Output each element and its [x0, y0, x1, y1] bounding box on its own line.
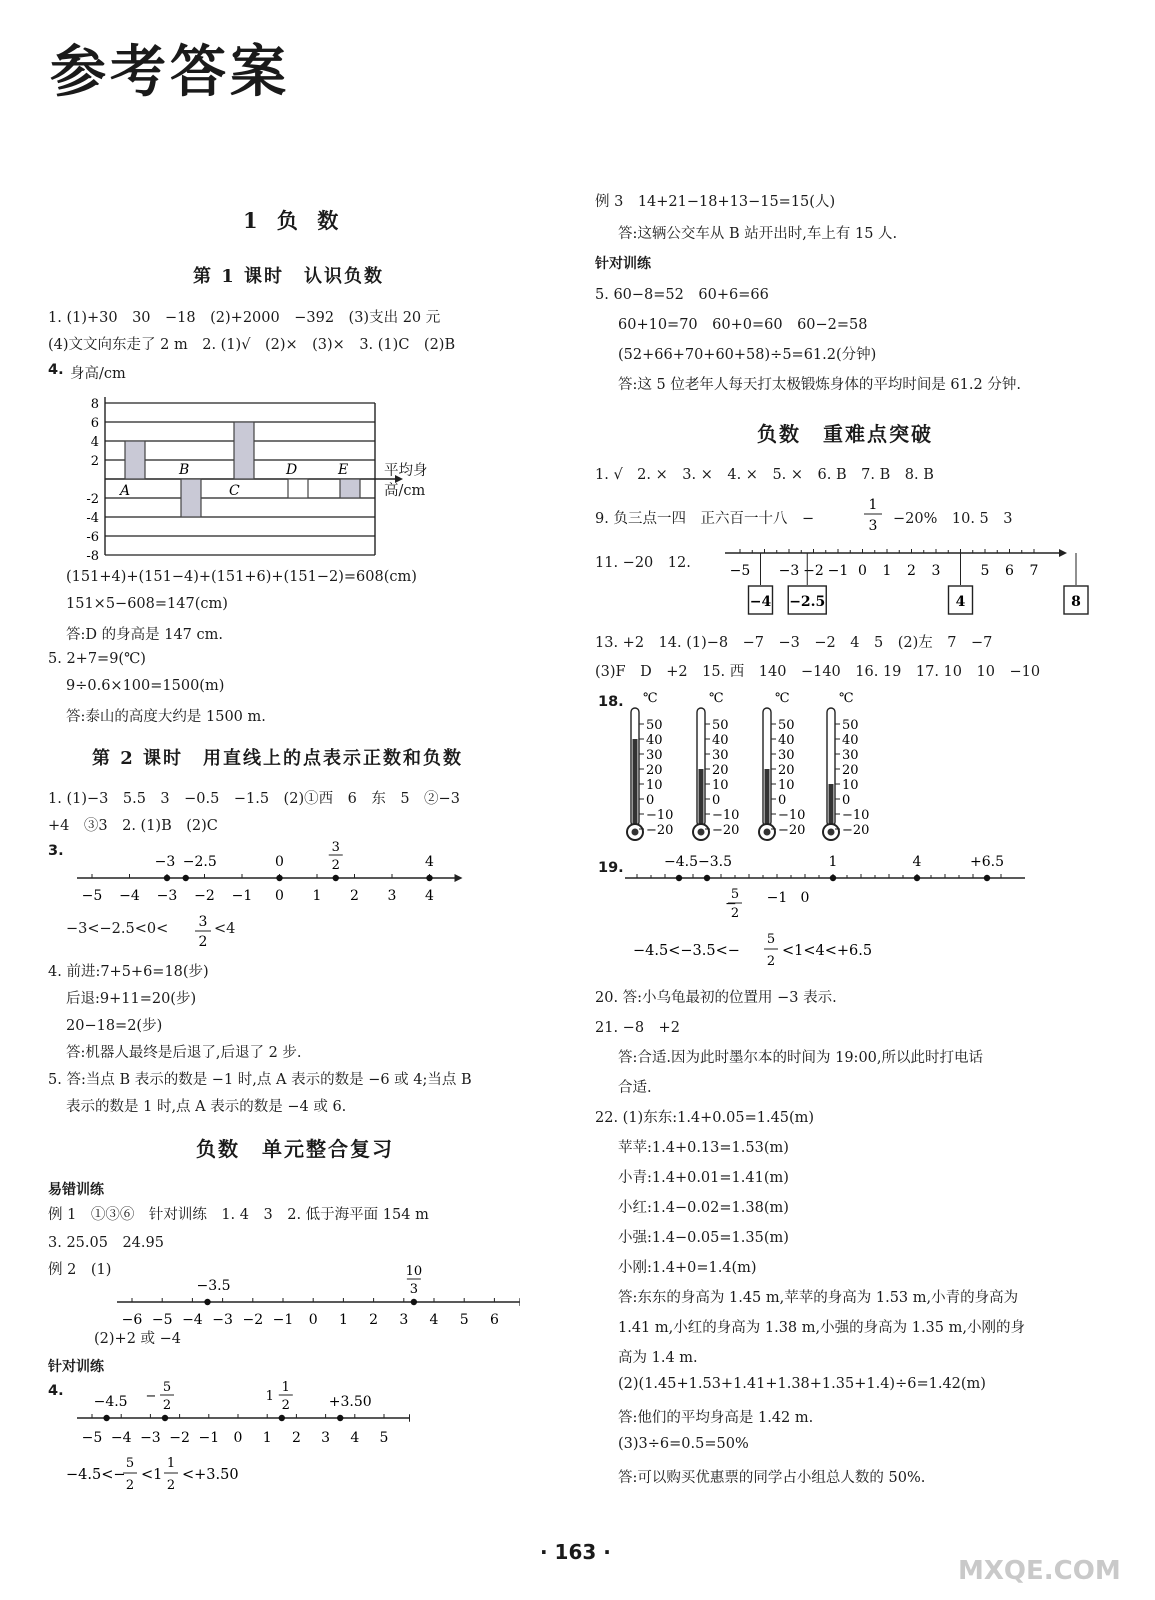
tick-label: −5: [151, 1312, 173, 1328]
fraction-denominator: 3: [409, 1282, 419, 1297]
tick-label: 0: [646, 793, 655, 808]
fraction-numerator: 1: [281, 1380, 290, 1395]
tick-label: −10: [842, 808, 870, 823]
tick-label: 20: [842, 763, 859, 778]
number-line-t4: [60, 1375, 410, 1455]
point: [162, 1415, 168, 1421]
section-heading: 负数 重难点突破: [757, 422, 933, 446]
tick-label: −6: [121, 1312, 143, 1328]
tick-label: 2: [907, 563, 916, 579]
tick-label: 2: [369, 1312, 379, 1328]
tick-label: 30: [842, 748, 859, 763]
fraction-denominator: 2: [331, 858, 340, 873]
fraction-denominator: 2: [730, 906, 740, 921]
inequality-part: <+3.50: [182, 1467, 239, 1483]
tick-label: 40: [712, 733, 729, 748]
tick-label: 10: [712, 778, 729, 793]
answer-line: 5. 2+7=9(℃): [48, 651, 146, 667]
point: [204, 1299, 210, 1305]
tick-label: 10: [778, 778, 795, 793]
bar-E: [340, 479, 360, 498]
answer-line: 13. +2 14. (1)−8 −7 −3 −2 4 5 (2)左 7 −7: [595, 635, 993, 651]
answer-line: (2)(1.45+1.53+1.41+1.38+1.35+1.4)÷6=1.42(m): [618, 1376, 986, 1392]
thermometers: [615, 688, 885, 848]
tick-label: -4: [86, 511, 99, 526]
tick-label: 50: [842, 718, 859, 733]
tick-label: 1: [312, 888, 322, 904]
point: [411, 1299, 417, 1305]
tick-label: 1: [882, 563, 892, 579]
unit-label: ℃: [839, 691, 854, 706]
inequality-part: −4.5<−3.5<−: [633, 943, 740, 959]
tick-label: 3: [387, 888, 397, 904]
chart-x-label: 平均身: [384, 463, 428, 479]
answer-line: 小强:1.4−0.05=1.35(m): [618, 1230, 789, 1246]
point-label: −4.5: [93, 1394, 128, 1410]
page-number: · 163 ·: [540, 1540, 611, 1564]
tick-label: 2: [291, 1430, 301, 1446]
bar-D: [288, 479, 308, 498]
tick-label: -8: [86, 549, 99, 564]
answer-line: 60+10=70 60+0=60 60−2=58: [618, 317, 868, 333]
tick-label: 50: [778, 718, 795, 733]
tick-label: 0: [858, 563, 867, 579]
tick-label: −10: [646, 808, 674, 823]
tick-label: 6: [1005, 563, 1014, 579]
number-line-ex2: [100, 1250, 520, 1330]
tick-label: 20: [712, 763, 729, 778]
tick-label: −20: [646, 823, 674, 838]
answer-line: 1. (1)+30 30 −18 (2)+2000 −392 (3)支出 20 元: [48, 310, 441, 326]
fraction-numerator: 5: [730, 887, 740, 902]
axis-arrow: [1059, 549, 1067, 557]
thermometer-fill: [633, 739, 638, 826]
tick-label: 4: [429, 1312, 439, 1328]
chart-y-label: 身高/cm: [70, 366, 126, 382]
tick-label: 4: [350, 1430, 360, 1446]
axis-arrow: [519, 1298, 520, 1306]
point-label: 0: [275, 854, 284, 870]
thermometer-fill: [765, 769, 770, 826]
answer-line: (4)文文向东走了 2 m 2. (1)√ (2)× (3)× 3. (1)C (2)B: [48, 337, 456, 353]
answer-line: 合适.: [618, 1080, 652, 1096]
bar-label: E: [338, 462, 349, 478]
point-label: 1: [828, 854, 838, 870]
question-number: 3.: [48, 843, 64, 859]
box-label: 4: [955, 594, 966, 610]
answer-line: 9. 负三点一四 正六百一十八 −: [595, 511, 815, 527]
bar-B: [181, 479, 201, 517]
thermometer-fill: [829, 784, 834, 826]
tick-label: −1: [231, 888, 253, 904]
point-label: 0: [800, 890, 810, 906]
answer-line: 5. 答:当点 B 表示的数是 −1 时,点 A 表示的数是 −6 或 4;当点 B: [48, 1072, 472, 1088]
answer-line: 例 2 (1): [48, 1262, 112, 1278]
tick-label: −1: [198, 1430, 220, 1446]
tick-label: 1: [338, 1312, 348, 1328]
tick-label: −10: [778, 808, 806, 823]
question-number: 19.: [598, 860, 624, 876]
answer-line: 小红:1.4−0.02=1.38(m): [618, 1200, 789, 1216]
point: [103, 1415, 109, 1421]
svg-text:3: 3: [198, 914, 208, 930]
point-label: 4: [425, 854, 434, 870]
point-label: −4.5: [664, 854, 698, 870]
tick-label: 20: [646, 763, 663, 778]
answer-line: 4. 前进:7+5+6=18(步): [48, 964, 209, 980]
answer-line: −20% 10. 5 3: [893, 511, 1013, 527]
tick-label: 20: [778, 763, 795, 778]
answer-line: 答:D 的身高是 147 cm.: [66, 627, 223, 643]
tick-label: 0: [233, 1430, 243, 1446]
tick-label: 8: [90, 397, 99, 412]
tick-label: −3: [140, 1430, 161, 1446]
fraction-1-3: [861, 494, 885, 536]
tick-label: −4: [110, 1430, 132, 1446]
fraction-numerator: 5: [125, 1456, 135, 1471]
tick-label: 2: [350, 888, 359, 904]
answer-line: (52+66+70+60+58)÷5=61.2(分钟): [618, 347, 877, 363]
answer-line: 答:这 5 位老年人每天打太极锻炼身体的平均时间是 61.2 分钟.: [618, 377, 1021, 393]
inequality-text: −3<−2.5<0<: [66, 921, 169, 937]
box-label: 8: [1071, 594, 1081, 610]
tick-label: 7: [1029, 563, 1039, 579]
fraction-numerator: 5: [162, 1380, 172, 1395]
point: [984, 875, 990, 881]
point-label: +3.50: [328, 1394, 372, 1410]
box-label: −2.5: [789, 594, 826, 610]
tick-label: −10: [712, 808, 740, 823]
tick-label: 0: [275, 888, 284, 904]
inequality-part: <1: [141, 1467, 163, 1483]
tick-label: 50: [712, 718, 729, 733]
tick-label: 50: [646, 718, 663, 733]
fraction-prefix: −: [145, 1389, 157, 1404]
tick-label: 40: [842, 733, 859, 748]
point-label: +6.5: [970, 854, 1004, 870]
unit-label: ℃: [775, 691, 790, 706]
tick-label: 30: [712, 748, 729, 763]
tick-label: 40: [646, 733, 663, 748]
bar-A: [125, 441, 145, 479]
tick-label: −1: [272, 1312, 294, 1328]
fraction-3-2: [193, 910, 213, 952]
fraction-denominator: 2: [166, 1478, 176, 1493]
answer-line: (151+4)+(151−4)+(151+6)+(151−2)=608(cm): [66, 569, 417, 585]
thermometer-bulb-fill: [828, 829, 835, 836]
answer-line: 小刚:1.4+0=1.4(m): [618, 1260, 757, 1276]
unit-label: ℃: [709, 691, 724, 706]
fraction-denominator: 2: [766, 954, 776, 969]
tick-label: 0: [308, 1312, 318, 1328]
bar-C: [234, 422, 254, 479]
answer-line: (3)F D +2 15. 西 140 −140 16. 19 17. 10 10 −10: [595, 664, 1041, 680]
question-number: 4.: [48, 1383, 64, 1399]
thermometer-bulb-fill: [764, 829, 771, 836]
svg-text:3: 3: [868, 518, 878, 534]
inequality-t4: [66, 1452, 306, 1498]
tick-label: 5: [459, 1312, 469, 1328]
question-number: 18.: [598, 694, 624, 710]
tick-label: 0: [778, 793, 787, 808]
fraction-numerator: 10: [405, 1264, 423, 1279]
answer-line: 20. 答:小乌龟最初的位置用 −3 表示.: [595, 990, 837, 1006]
answer-line: 11. −20 12.: [595, 555, 691, 571]
tick-label: −20: [778, 823, 806, 838]
bar-label: D: [286, 462, 298, 478]
tick-label: 30: [646, 748, 663, 763]
tick-label: 2: [90, 454, 99, 469]
point: [914, 875, 920, 881]
tick-label: −2: [194, 888, 215, 904]
box-label: −4: [749, 594, 772, 610]
chart-x-label: 高/cm: [384, 483, 426, 499]
answer-line: 小青:1.4+0.01=1.41(m): [618, 1170, 789, 1186]
subheading: 针对训练: [595, 256, 651, 272]
point-label: −1: [766, 890, 788, 906]
answer-line: 苹苹:1.4+0.13=1.53(m): [618, 1140, 789, 1156]
point: [676, 875, 682, 881]
answer-line: 1.41 m,小红的身高为 1.38 m,小强的身高为 1.35 m,小刚的身: [618, 1320, 1025, 1336]
tick-label: −4: [182, 1312, 203, 1328]
tick-label: 6: [90, 416, 99, 431]
tick-label: −2: [169, 1430, 190, 1446]
fraction-denominator: 2: [162, 1398, 172, 1413]
answer-line: 例 1 ①③⑥ 针对训练 1. 4 3 2. 低于海平面 154 m: [48, 1207, 429, 1223]
point: [276, 875, 282, 881]
svg-text:1: 1: [868, 497, 878, 513]
axis-arrow: [409, 1414, 410, 1422]
answer-line: 答:他们的平均身高是 1.42 m.: [618, 1410, 814, 1426]
number-line-q12: [700, 540, 1110, 625]
answer-line: 20−18=2(步): [66, 1018, 163, 1034]
tick-label: 10: [842, 778, 859, 793]
answer-line: 答:东东的身高为 1.45 m,苹苹的身高为 1.53 m,小青的身高为: [618, 1290, 1019, 1306]
inequality-q19: [633, 928, 913, 974]
subheading: 针对训练: [48, 1359, 104, 1375]
tick-label: −3: [156, 888, 178, 904]
point-label: −3.5: [698, 854, 732, 870]
tick-label: −2: [242, 1312, 264, 1328]
fraction-numerator: 3: [331, 840, 340, 855]
tick-label: 0: [842, 793, 851, 808]
answer-line: 3. 25.05 24.95: [48, 1235, 164, 1251]
tick-label: 4: [90, 435, 99, 450]
point-label: 4: [912, 854, 922, 870]
fraction-numerator: 5: [766, 932, 776, 947]
point-label: −3: [154, 854, 176, 870]
point: [830, 875, 836, 881]
point-label: −2.5: [182, 854, 217, 870]
number-line-q3: [60, 840, 470, 910]
point-label: −3.5: [196, 1278, 231, 1294]
bar-label: C: [229, 483, 240, 499]
axis-arrow: [455, 874, 463, 882]
inequality: [66, 921, 168, 937]
bar-label: B: [179, 462, 190, 478]
tick-label: 6: [489, 1312, 499, 1328]
tick-label: −4: [119, 888, 140, 904]
thermometer-fill: [699, 769, 704, 826]
answer-line: (3)3÷6=0.5=50%: [618, 1436, 749, 1452]
point: [704, 875, 710, 881]
answer-line: 答:泰山的高度大约是 1500 m.: [66, 709, 266, 725]
answer-line: 21. −8 +2: [595, 1020, 680, 1036]
fraction-denominator: 2: [281, 1398, 290, 1413]
answer-line: 1. (1)−3 5.5 3 −0.5 −1.5 (2)①西 6 东 5 ②−3: [48, 791, 460, 807]
point: [426, 875, 432, 881]
fraction-denominator: 2: [125, 1478, 135, 1493]
tick-label: −2: [803, 563, 824, 579]
minus-sign: −: [725, 896, 737, 912]
tick-label: −3: [778, 563, 800, 579]
unit-label: ℃: [643, 691, 658, 706]
tick-label: −5: [729, 563, 751, 579]
answer-line: 5. 60−8=52 60+6=66: [595, 287, 769, 303]
tick-label: 5: [980, 563, 990, 579]
thermometer-bulb-fill: [632, 829, 639, 836]
question-number: 4.: [48, 362, 64, 378]
tick-label: 3: [931, 563, 941, 579]
answer-line: (2)+2 或 −4: [94, 1331, 182, 1347]
page-title: 参考答案: [50, 40, 290, 105]
inequality-part: <1<4<+6.5: [782, 943, 873, 959]
point: [337, 1415, 343, 1421]
tick-label: -6: [86, 530, 99, 545]
point: [164, 875, 170, 881]
point: [279, 1415, 285, 1421]
tick-label: −20: [842, 823, 870, 838]
answer-line: 答:合适.因为此时墨尔本的时间为 19:00,所以此时打电话: [618, 1050, 983, 1066]
answer-line: 151×5−608=147(cm): [66, 596, 228, 612]
tick-label: 5: [379, 1430, 389, 1446]
answer-line: 22. (1)东东:1.4+0.05=1.45(m): [595, 1110, 815, 1126]
point: [183, 875, 189, 881]
svg-text:2: 2: [198, 934, 208, 950]
fraction-numerator: 1: [166, 1456, 176, 1471]
answer-line: 答:可以购买优惠票的同学占小组总人数的 50%.: [618, 1470, 926, 1486]
tick-label: −1: [827, 563, 849, 579]
fraction-prefix: 1: [265, 1389, 274, 1404]
tick-label: 40: [778, 733, 795, 748]
answer-line: 9÷0.6×100=1500(m): [66, 678, 225, 694]
answer-line: 后退:9+11=20(步): [66, 991, 197, 1007]
inequality-part: −4.5<−: [66, 1467, 126, 1483]
section-heading: 负数 单元整合复习: [196, 1137, 394, 1161]
tick-label: 4: [425, 888, 434, 904]
lesson-heading: 第 1 课时 认识负数: [193, 266, 385, 287]
answer-line: 答:这辆公交车从 B 站开出时,车上有 15 人.: [618, 226, 898, 242]
tick-label: 0: [712, 793, 721, 808]
tick-label: −5: [81, 888, 103, 904]
point: [333, 875, 339, 881]
tick-label: −20: [712, 823, 740, 838]
inequality-end: <4: [214, 921, 236, 937]
lesson-heading: 第 2 课时 用直线上的点表示正数和负数: [92, 748, 464, 769]
tick-label: −5: [81, 1430, 103, 1446]
thermometer-bulb-fill: [698, 829, 705, 836]
subheading: 易错训练: [48, 1182, 104, 1198]
tick-label: −3: [212, 1312, 233, 1328]
tick-label: 1: [262, 1430, 272, 1446]
answer-line: 1. √ 2. × 3. × 4. × 5. × 6. B 7. B 8. B: [595, 467, 934, 483]
tick-label: 3: [321, 1430, 331, 1446]
chapter-heading: 1 负 数: [243, 208, 345, 233]
answer-line: 高为 1.4 m.: [618, 1350, 698, 1366]
bar-label: A: [120, 483, 131, 499]
tick-label: -2: [86, 492, 99, 507]
answer-line: 表示的数是 1 时,点 A 表示的数是 −4 或 6.: [66, 1099, 347, 1115]
tick-label: 30: [778, 748, 795, 763]
answer-line: 例 3 14+21−18+13−15=15(人): [595, 194, 836, 210]
number-line-q19: [625, 850, 1025, 925]
answer-line: 答:机器人最终是后退了,后退了 2 步.: [66, 1045, 302, 1061]
watermark: MXQE.COM: [958, 1556, 1121, 1586]
answer-line: +4 ③3 2. (1)B (2)C: [48, 818, 218, 834]
tick-label: 10: [646, 778, 663, 793]
tick-label: 3: [399, 1312, 409, 1328]
